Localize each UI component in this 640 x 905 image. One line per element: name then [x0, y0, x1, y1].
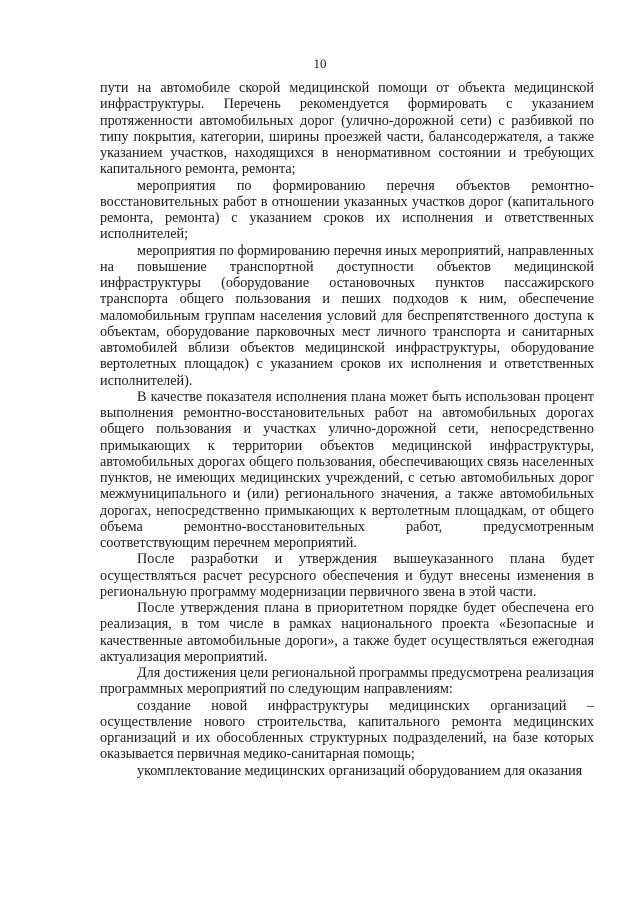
document-body [100, 80, 594, 779]
paragraph: После разработки и утверждения вышеуказанного плана будет осуществляться расчет ресурсного обеспечения и будут внесены изменения в региональную программу модернизации первичного звена в этой части. [100, 551, 594, 600]
paragraph: мероприятия по формированию перечня иных мероприятий, направленных на повышение транспортной доступности объектов медицинской инфраструктуры (оборудование остановочных пунктов пассажирского транспорта общего пользования и пеших подходов к ним, обеспечение маломобильным группам населения условий для беспрепятственного доступа к объектам, оборудование парковочных мест личного транспорта и санитарных автомобилей вблизи объектов медицинской инфраструктуры, оборудование вертолетных площадок) с указанием сроков их исполнения и ответственных исполнителей). [100, 242, 594, 389]
paragraph: пути на автомобиле скорой медицинской помощи от объекта медицинской инфраструктуры. Перечень рекомендуется формировать с указанием протяженности автомобильных дорог (улично-дорожной сети) с разбивкой по типу покрытия, категории, ширины проезжей части, балансодержателя, а также указанием участков, находящихся в ненормативном состоянии и требующих капитального ремонта, ремонта; [100, 80, 594, 178]
paragraph: Для достижения цели региональной программы предусмотрена реализация программных мероприятий по следующим направлениям: [100, 665, 594, 698]
page-number: 10 [313, 56, 327, 71]
paragraph: укомплектование медицинских организаций оборудованием для оказания [137, 762, 583, 779]
paragraph: мероприятия по формированию перечня объектов ремонтно-восстановительных работ в отношении указанных участков дорог (капитального ремонта, ремонта) с указанием сроков их исполнения и ответственных исполнителей; [100, 177, 594, 243]
paragraph: создание новой инфраструктуры медицинских организаций – осуществление нового строительства, капитального ремонта медицинских организаций и их обособленных структурных подразделений, на базе которых оказывается первичная медико-санитарная помощь; [100, 697, 594, 763]
paragraph: После утверждения плана в приоритетном порядке будет обеспечена его реализация, в том числе в рамках национального проекта «Безопасные и качественные автомобильные дороги», а также будет осуществляться ежегодная актуализация мероприятий. [100, 600, 594, 665]
paragraph: В качестве показателя исполнения плана может быть использован процент выполнения ремонтно-восстановительных работ на автомобильных дорогах общего пользования и участках улично-дорожной сети, непосредственно примыкающих к территории объектов медицинской инфраструктуры, автомобильных дорогах общего пользования, обеспечивающих связь населенных пунктов, не имеющих медицинских учреждений, с сетью автомобильных дорог межмуниципального и (или) регионального значения, а также автомобильных дорогах, непосредственно примыкающих к вертолетным площадкам, от общего объема ремонтно-восстановительных работ, предусмотренным соответствующим перечнем мероприятий. [100, 388, 594, 551]
